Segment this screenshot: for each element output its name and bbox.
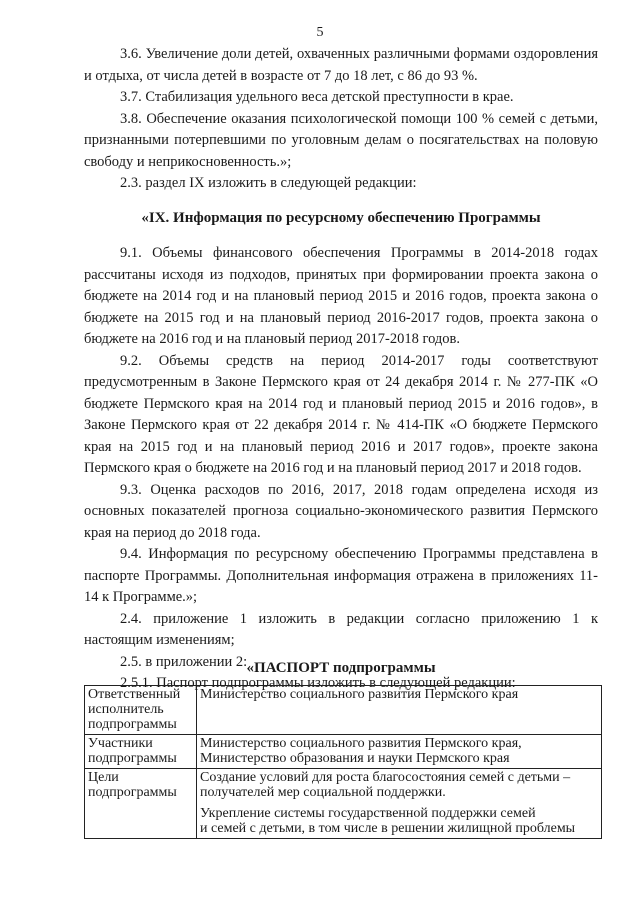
passport-value-line: Министерство социального развития Пермского края, [200,736,522,751]
paragraph-9-2: 9.2. Объемы средств на период 2014-2017 годы соответствуют предусмотренным в Законе Пермского края от 24 декабря 2014 г. № 277-ПК «О бюджете Пермского края на 2014 год и плановый период 2015 и 2016 годов», в Законе Пермского края от 22 декабря 2014 г. № 414-ПК «О бюджете Пермского края на 2015 год и на плановый период 2016 и 2017 годов», проекте закона Пермского края о бюджете на 2016 год и на плановый период 2017 и 2018 годов. [84,352,598,476]
passport-label-line: Цели [88,770,119,785]
paragraph-2-5: 2.5. в приложении 2: [120,653,248,670]
passport-value-cell [197,769,602,839]
passport-value-line: Министерство социального развития Пермского края [200,687,519,702]
passport-value-line: Создание условий для роста благосостояния семей с детьми – [200,770,571,785]
passport-label-line: исполнитель [88,702,164,717]
passport-label-line: подпрограммы [88,751,177,766]
paragraph-2-3: 2.3. раздел IX изложить в следующей редакции: [120,175,417,191]
table-row [85,735,602,769]
paragraph-3-7: 3.7. Стабилизация удельного веса детской преступности в крае. [120,89,514,105]
paragraph-9-3: 9.3. Оценка расходов по 2016, 2017, 2018 годам определена исходя из основных показателей прогноза социально-экономического развития Пермского края на период до 2018 года. [84,481,598,541]
paragraph-3-6: 3.6. Увеличение доли детей, охваченных различными формами оздоровления и отдыха, от числа детей в возрасте от 7 до 18 лет, с 86 до 93 %. [84,46,598,84]
document-body-section [84,243,598,695]
table-row [85,769,602,839]
passport-value-line: Укрепление системы государственной поддержки семей [200,806,536,821]
paragraph-9-1: 9.1. Объемы финансового обеспечения Программы в 2014-2018 годах рассчитаны исходя из подходов, принятых при формировании проекта закона о бюджете на 2014 год и на плановый период 2015 и 2016 годов, проекта закона о бюджете на 2015 год и на плановый период 2016-2017 годов, проекта закона о бюджете на 2016 год и на плановый период 2017-2018 годов. [84,245,598,347]
passport-value-line: получателей мер социальной поддержки. [200,785,446,800]
page-number: 5 [316,25,324,40]
passport-value-line: Министерство образования и науки Пермского края [200,751,510,766]
paragraph-2-5-1: 2.5.1. Паспорт подпрограммы изложить в следующей редакции: [120,675,516,691]
passport-label-cell [85,735,197,769]
passport-label-line: Участники [88,736,153,751]
section-heading: «IX. Информация по ресурсному обеспечению Программы [141,210,541,226]
passport-label-line: подпрограммы [88,785,177,800]
passport-label-line: подпрограммы [88,717,177,732]
passport-table [84,685,602,839]
passport-value-cell [197,735,602,769]
paragraph-3-8: 3.8. Обеспечение оказания психологической помощи 100 % семей с детьми, признанными потерпевшими по уголовным делам о посягательствах на половую свободу и неприкосновенность.»; [84,110,598,170]
passport-label-cell [85,769,197,839]
paragraph-9-4: 9.4. Информация по ресурсному обеспечению Программы представлена в паспорте Программы. Дополнительная информация отражена в приложениях 11-14 к Программе.»; [84,546,598,605]
table-row [85,686,602,735]
passport-label-cell [85,686,197,735]
paragraph-2-4: 2.4. приложение 1 изложить в редакции согласно приложению 1 к настоящим изменениям; [84,610,598,648]
passport-value-cell [197,686,602,735]
passport-heading: «ПАСПОРТ подпрограммы [246,660,436,676]
document-body-top [84,44,598,195]
passport-value-line: и семей с детьми, в том числе в решении жилищной проблемы [200,821,576,836]
passport-label-line: Ответственный [88,687,181,702]
